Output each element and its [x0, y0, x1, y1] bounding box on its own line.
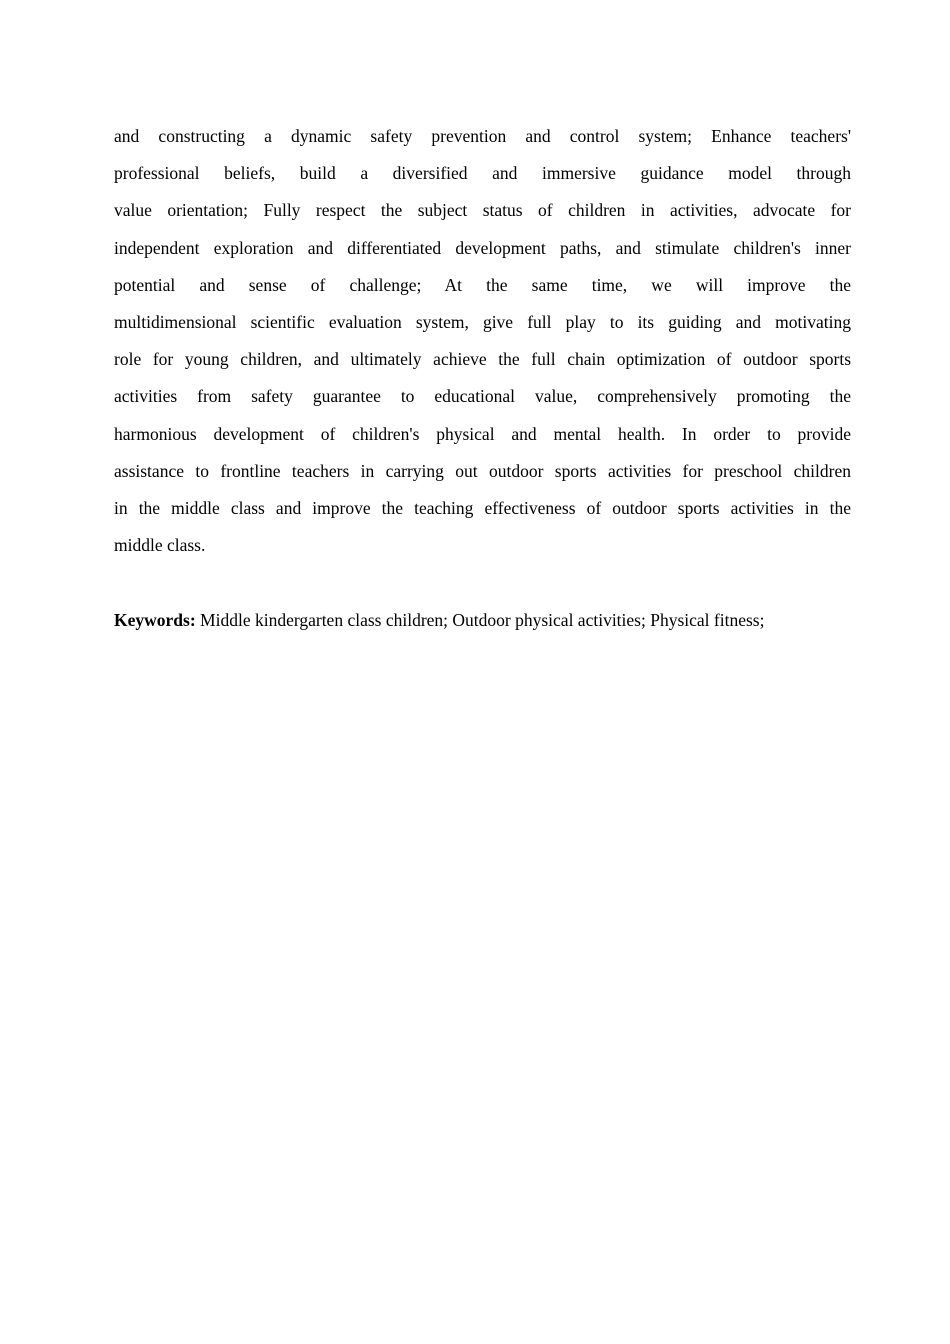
paragraph-line: potential and sense of challenge; At the same time, we will improve the — [114, 274, 851, 295]
paragraph-line: multidimensional scientific evaluation system, give full play to its guiding and motivating — [114, 311, 851, 332]
paragraph-line: in the middle class and improve the teaching effectiveness of outdoor sports activities in the — [114, 497, 851, 518]
keywords-line — [114, 602, 851, 639]
abstract-paragraph — [114, 118, 851, 564]
keywords-text: Middle kindergarten class children; Outdoor physical activities; Physical fitness; — [200, 610, 765, 630]
keywords-label: Keywords: — [114, 610, 196, 630]
paragraph-line: assistance to frontline teachers in carrying out outdoor sports activities for preschool children — [114, 460, 851, 481]
paragraph-line: role for young children, and ultimately achieve the full chain optimization of outdoor sports — [114, 349, 851, 370]
paragraph-line: professional beliefs, build a diversified and immersive guidance model through — [114, 163, 851, 184]
paragraph-line: activities from safety guarantee to educational value, comprehensively promoting the — [114, 386, 851, 407]
paragraph-line: and constructing a dynamic safety prevention and control system; Enhance teachers' — [114, 126, 851, 146]
paragraph-line: middle class. — [114, 535, 206, 556]
paragraph-line: value orientation; Fully respect the subject status of children in activities, advocate for — [114, 200, 851, 221]
paragraph-line: harmonious development of children's physical and mental health. In order to provide — [114, 423, 851, 444]
paragraph-line: independent exploration and differentiated development paths, and stimulate children's inner — [114, 237, 851, 258]
